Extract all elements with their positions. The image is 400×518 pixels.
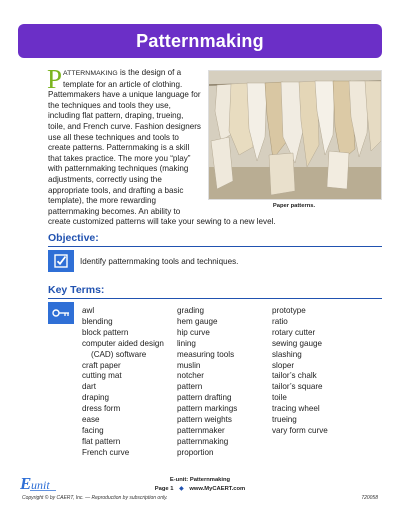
key-term: (CAD) software bbox=[82, 349, 147, 359]
key-term: dart bbox=[82, 382, 96, 392]
photo-caption: Paper patterns. bbox=[272, 203, 316, 209]
key-term: notcher bbox=[177, 371, 204, 381]
footer-page-number: Page 1 bbox=[154, 486, 174, 492]
photo-figure bbox=[208, 70, 380, 212]
key-term: sloper bbox=[272, 360, 295, 370]
key-term: tailor’s square bbox=[272, 382, 323, 392]
key-term: grading bbox=[177, 306, 205, 315]
key-terms-column-2 bbox=[177, 306, 237, 459]
key-term: hem gauge bbox=[177, 316, 218, 326]
key-terms-column-1 bbox=[82, 306, 164, 459]
key-term: awl bbox=[82, 306, 95, 315]
paper-patterns-photo bbox=[208, 70, 382, 200]
key-term: rotary cutter bbox=[272, 327, 316, 337]
key-term: computer aided design bbox=[82, 338, 164, 348]
key-term: trueing bbox=[272, 415, 297, 425]
key-term: pattern weights bbox=[177, 415, 232, 425]
footer-site-link[interactable]: www.MyCAERT.com bbox=[189, 486, 246, 492]
checkbox-check-icon bbox=[48, 250, 74, 272]
key-term: hip curve bbox=[177, 327, 210, 337]
key-term: muslin bbox=[177, 360, 201, 370]
key-term: facing bbox=[82, 425, 104, 435]
key-term: block pattern bbox=[82, 327, 129, 337]
key-term: tailor’s chalk bbox=[272, 371, 317, 381]
key-term: slashing bbox=[272, 349, 302, 359]
key-term: French curve bbox=[82, 447, 130, 457]
key-term: lining bbox=[177, 338, 196, 348]
drop-cap: P bbox=[47, 64, 63, 94]
key-term: tracing wheel bbox=[272, 404, 320, 414]
intro-paragraph bbox=[47, 64, 380, 228]
intro-text: is the design of a template for an article of clothing. Pattemmakers have a unique language for the techniques and tools they use, including flat pattern, draping, trueing, toile, and French curve. Fashion designers use all these techniques and tools to create patterns. Patternmaking is a skill that takes practice. The more you “play” with patternmaking techniques (making adjustments, correctly using the appropriate tools, and drafting a basic template), the more rewarding patternmaking becomes. An ability to create customized patterns will take your sewing to a new level. bbox=[48, 68, 276, 227]
key-icon bbox=[48, 302, 74, 324]
title-banner bbox=[18, 24, 382, 58]
key-term: pattern drafting bbox=[177, 393, 232, 403]
key-term: cutting mat bbox=[82, 371, 122, 381]
diamond-icon: ◆ bbox=[179, 486, 184, 492]
page-title: Patternmaking bbox=[136, 30, 264, 51]
key-term: ratio bbox=[272, 316, 288, 326]
key-term: draping bbox=[82, 393, 110, 403]
key-terms-divider bbox=[48, 298, 382, 299]
key-term: pattern bbox=[177, 382, 203, 392]
key-term: blending bbox=[82, 316, 113, 326]
key-term: toile bbox=[272, 393, 287, 403]
key-term: prototype bbox=[272, 306, 306, 315]
key-term: patternmaking bbox=[177, 436, 229, 446]
key-term: flat pattern bbox=[82, 436, 121, 446]
key-term: vary form curve bbox=[272, 425, 328, 435]
key-term: craft paper bbox=[82, 360, 121, 370]
key-term: measuring tools bbox=[177, 349, 235, 359]
key-term: ease bbox=[82, 415, 100, 425]
key-term: pattern markings bbox=[177, 404, 238, 414]
footer-unit-title: E-unit: Patternmaking bbox=[169, 477, 231, 483]
document-code: 720058 bbox=[361, 495, 378, 501]
key-terms-column-3 bbox=[272, 306, 328, 437]
objective-divider bbox=[48, 246, 382, 247]
svg-text:E: E bbox=[20, 474, 32, 492]
footer-page-line bbox=[0, 485, 400, 492]
key-term: sewing gauge bbox=[272, 338, 322, 348]
key-term: dress form bbox=[82, 404, 121, 414]
svg-text:unit: unit bbox=[31, 478, 50, 492]
key-term: patternmaker bbox=[177, 425, 225, 435]
intro-lead-word: ATTERNMAKING bbox=[63, 70, 118, 77]
copyright-notice: Copyright © by CAERT, Inc. — Reproduction by subscription only. bbox=[22, 495, 168, 501]
objective-heading: Objective: bbox=[48, 232, 99, 244]
key-term: proportion bbox=[177, 447, 214, 457]
objective-text: Identify patternmaking tools and techniques. bbox=[80, 257, 239, 266]
key-terms-heading: Key Terms: bbox=[48, 284, 105, 296]
